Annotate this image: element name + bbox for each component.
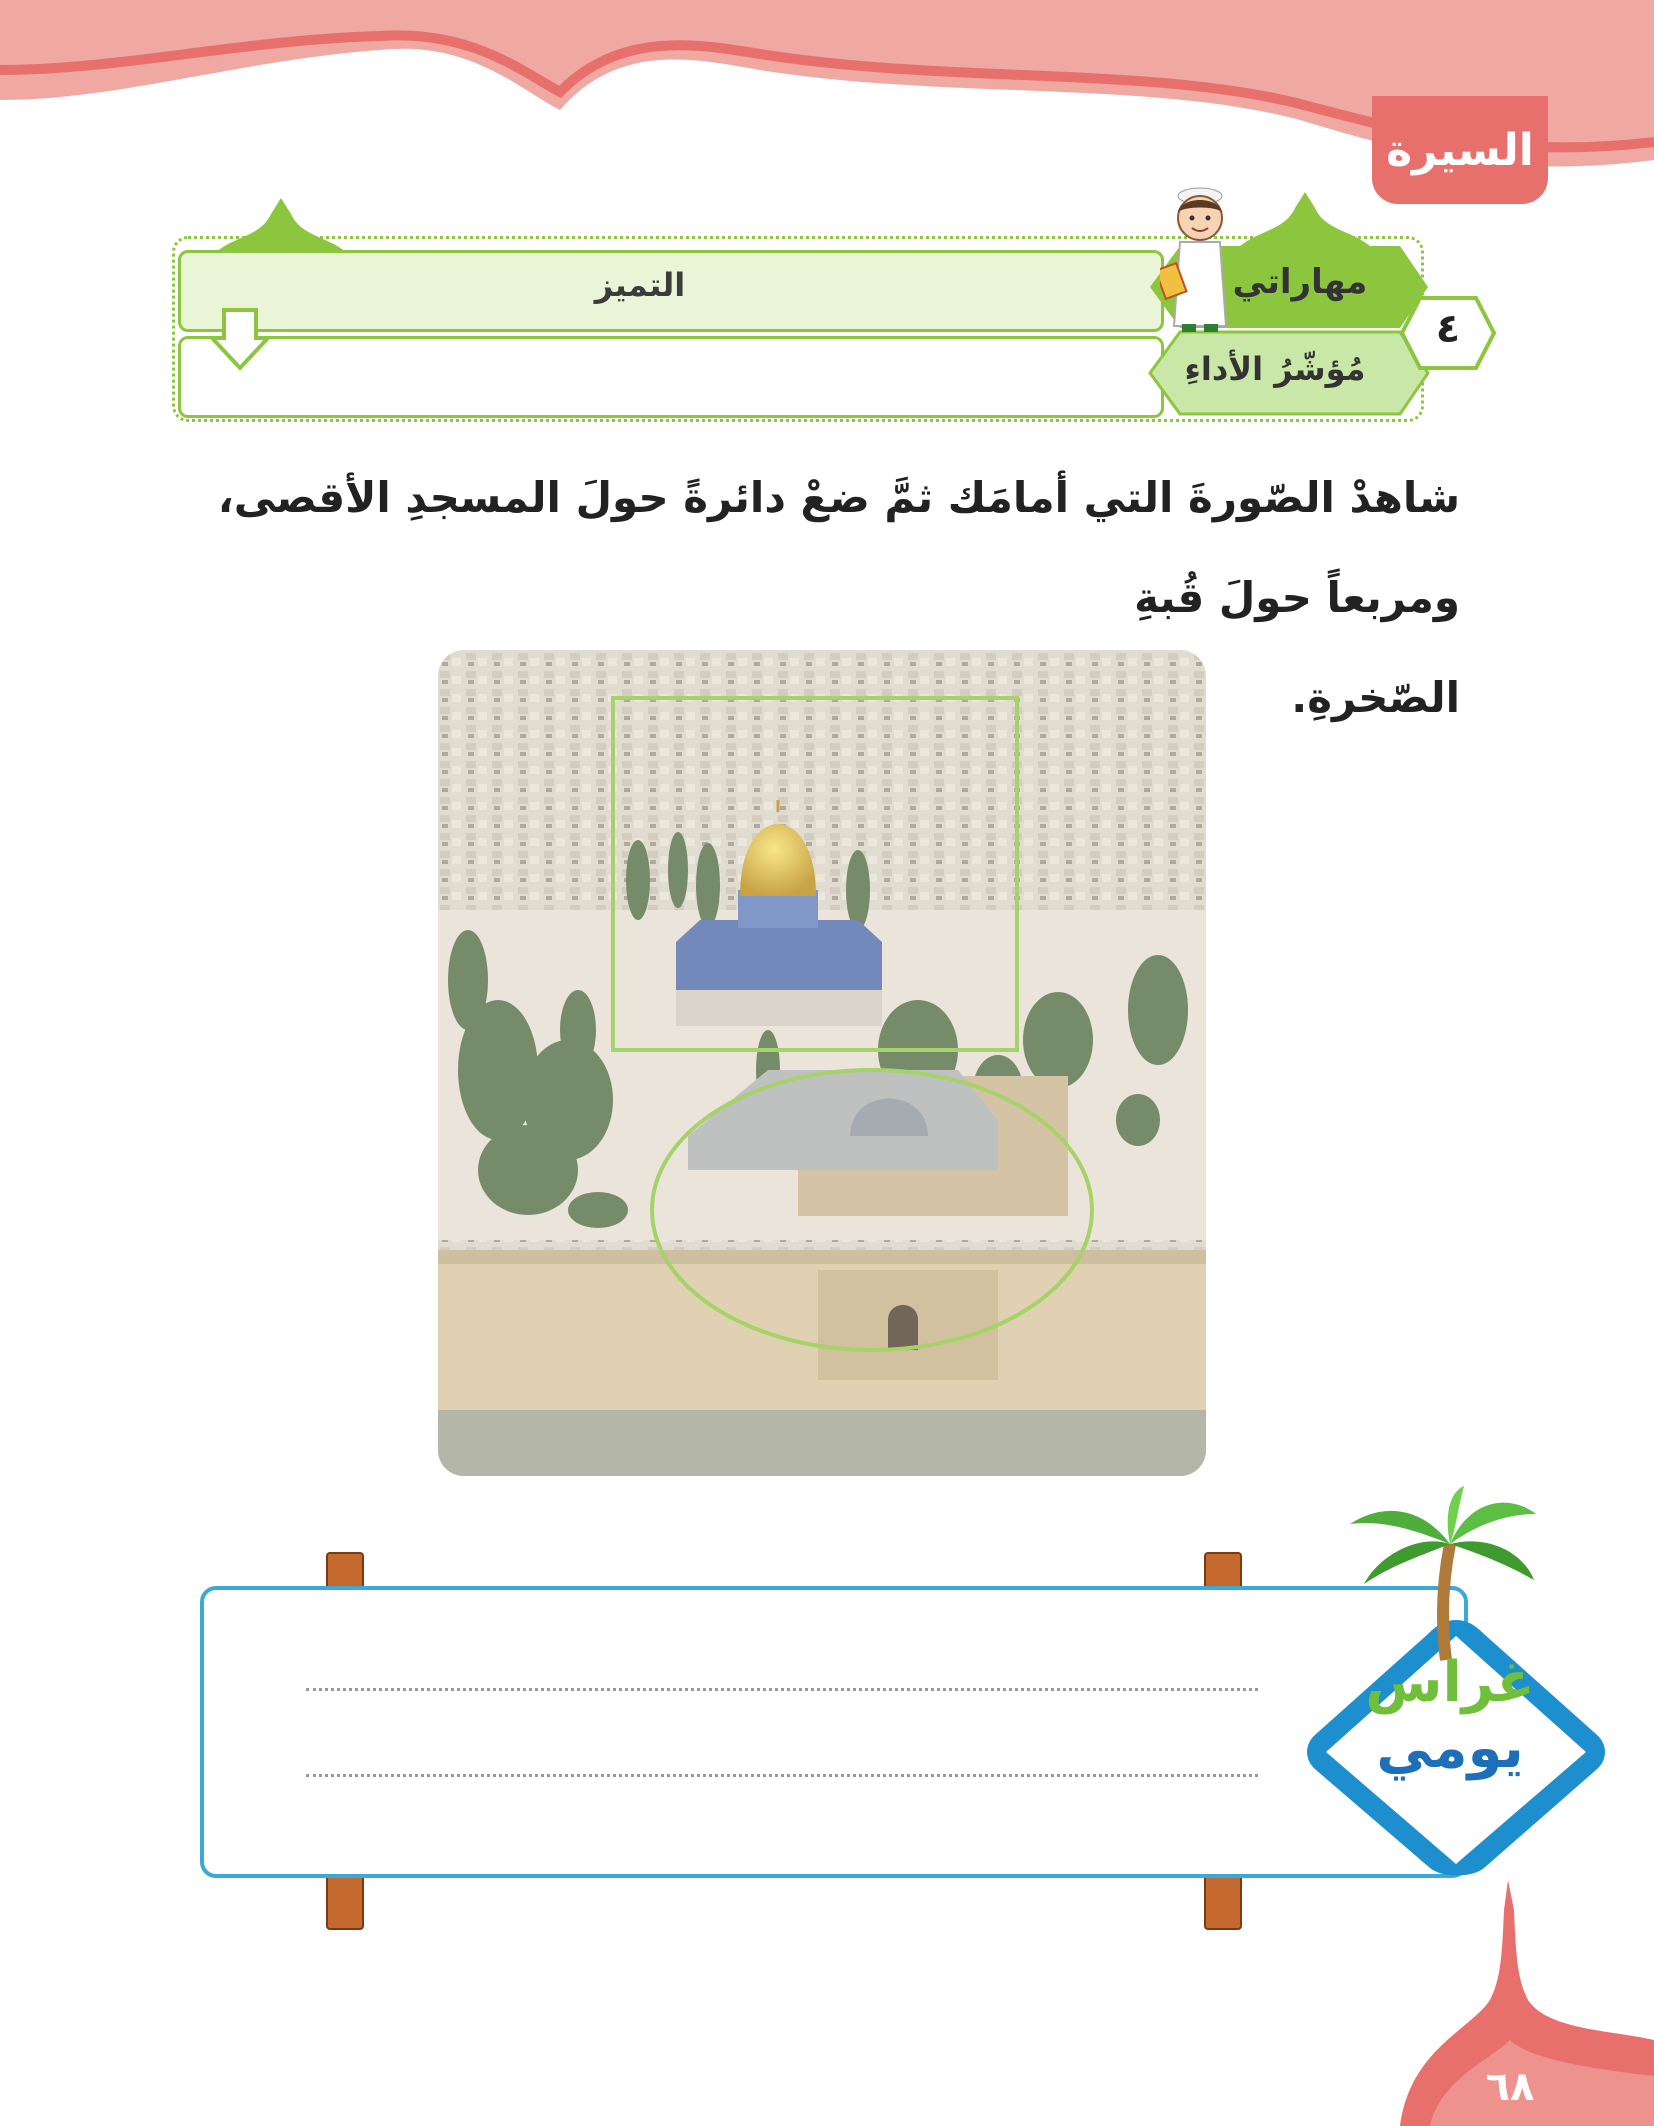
logo-text-bottom: يومي — [1376, 1716, 1524, 1781]
instruction-line-1: شاهدْ الصّورةَ التي أمامَك ثمَّ ضعْ دائرةً حولَ المسجدِ الأقصى، ومربعاً حولَ قُبةِ — [217, 473, 1460, 622]
decor-dome-right — [1240, 190, 1370, 246]
activity-number: ٤ — [1435, 306, 1461, 352]
aqsa-photo — [438, 650, 1206, 1476]
logo-text-top: غراس — [1365, 1650, 1535, 1715]
answer-line-2[interactable] — [306, 1774, 1258, 1777]
indicator-row[interactable] — [178, 336, 1164, 418]
skill-value: التميز — [594, 266, 686, 304]
sign-post-left-bottom — [326, 1870, 364, 1930]
sign-post-right-bottom — [1204, 1870, 1242, 1930]
palm-tree-icon — [1340, 1484, 1540, 1664]
indicator-label: مُؤشّرُ الأداءِ — [1184, 350, 1366, 388]
down-arrow-icon — [210, 308, 270, 372]
skills-label: مهاراتي — [1232, 262, 1368, 302]
instruction-line-2: الصّخرةِ. — [1291, 673, 1460, 722]
answer-line-1[interactable] — [306, 1688, 1258, 1691]
decor-dome-left — [216, 196, 346, 252]
page-number: ٦٨ — [1485, 2064, 1535, 2110]
section-tab — [1372, 96, 1548, 204]
boy-character-icon — [1160, 186, 1240, 336]
answer-box — [200, 1586, 1468, 1878]
section-tab-label: السيرة — [1386, 124, 1534, 176]
